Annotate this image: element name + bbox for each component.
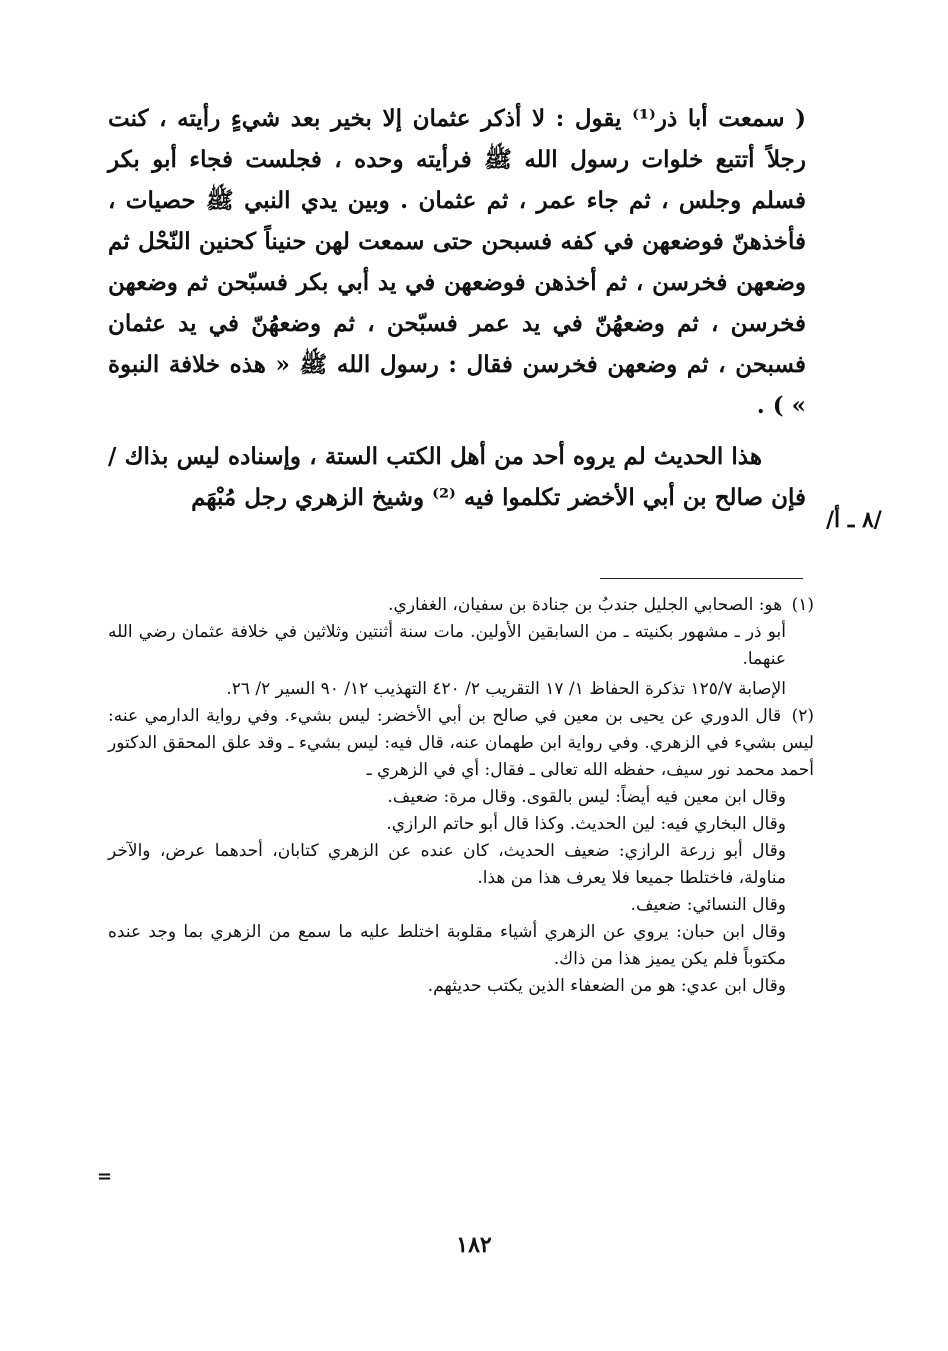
footnotes-section <box>108 592 814 1000</box>
footnote-2 <box>108 703 814 784</box>
main-paragraph-hadith: ( سمعت أبا ذر⁽¹⁾ يقول : لا أذكر عثمان إلا بخير بعد شيءٍ رأيته ، كنت رجلاً أتتبع خلوات رسول الله ﷺ فرأيته وحده ، فجلست فجاء أبو بكر فسلم وجلس ، ثم جاء عمر ، ثم عثمان . وبين يدي النبي ﷺ حصيات ، فأخذهنّ فوضعهن في كفه فسبحن حتى سمعت لهن حنيناً كحنين النّحْل ثم وضعهن فخرسن ، ثم أخذهن فوضعهن في يد أبي بكر فسبّحن ثم وضعهن فخرسن ، ثم وضعهُنّ في يد عمر فسبّحن ، ثم وضعهُنّ في يد عثمان فسبحن ، ثم وضعهن فخرسن فقال : رسول الله ﷺ « هذه خلافة النبوة » ) . <box>108 105 807 419</box>
footnote-2-ibn-adi: وقال ابن عدي: هو من الضعفاء الذين يكتب حديثهم. <box>427 976 786 996</box>
page-number: ١٨٢ <box>456 1232 492 1258</box>
footnote-continuation-mark: = <box>97 1166 113 1187</box>
footnote-2-bukhari: وقال البخاري فيه: لين الحديث. وكذا قال أبو حاتم الرازي. <box>386 814 786 834</box>
manuscript-folio-marker: /٨ ـ أ/ <box>826 507 882 533</box>
main-text-block <box>108 98 806 518</box>
footnote-2-line: قال الدوري عن يحيى بن معين في صالح بن أبي الأخضر: ليس بشيء. وفي رواية الدارمي عنه: ليس بشيء في الزهري. وفي رواية ابن طهمان عنه، قال فيه: ليس بشيء ـ وقد علق المحقق الدكتور أحمد محمد نور سيف، حفظه الله تعالى ـ فقال: أي في الزهري ـ <box>108 706 814 780</box>
footnote-2-nasai: وقال النسائي: ضعيف. <box>630 895 786 915</box>
footnote-2-ibn-hibban: وقال ابن حبان: يروي عن الزهري أشياء مقلوبة اختلط عليه ما سمع من الزهري بما وجد عنده مكتوباً فلم يكن يميز هذا من ذاك. <box>108 922 786 969</box>
footnote-1-marker: (١) <box>791 595 814 615</box>
main-paragraph-commentary: هذا الحديث لم يروه أحد من أهل الكتب الستة ، وإسناده ليس بذاك / فإن صالح بن أبي الأخضر تكلموا فيه ⁽²⁾ وشيخ الزهري رجل مُبْهَم <box>108 443 806 511</box>
footnote-1-line: هو: الصحابي الجليل جندبُ بن جنادة بن سفيان، الغفاري. <box>388 595 783 615</box>
footnote-2-marker: (٢) <box>791 706 815 726</box>
footnote-1-bio: أبو ذر ـ مشهور بكنيته ـ من السابقين الأولين. مات سنة أثنتين وثلاثين في خلافة عثمان رضي الله عنهما. <box>108 622 786 669</box>
footnote-2-ibn-maeen: وقال ابن معين فيه أيضاً: ليس بالقوى. وقال مرة: ضعيف. <box>387 787 786 807</box>
footnote-1 <box>108 592 814 619</box>
footnote-2-abu-zura: وقال أبو زرعة الرازي: ضعيف الحديث، كان عنده عن الزهري كتابان، أحدهما عرض، والآخر مناولة، فاختلطا جميعا فلا يعرف هذا من هذا. <box>108 841 786 888</box>
footnote-separator <box>600 578 803 579</box>
footnote-1-references: الإصابة ١٢٥/٧ تذكرة الحفاظ ١/ ١٧ التقريب ٢/ ٤٢٠ التهذيب ١٢/ ٩٠ السير ٢/ ٢٦. <box>226 679 786 699</box>
